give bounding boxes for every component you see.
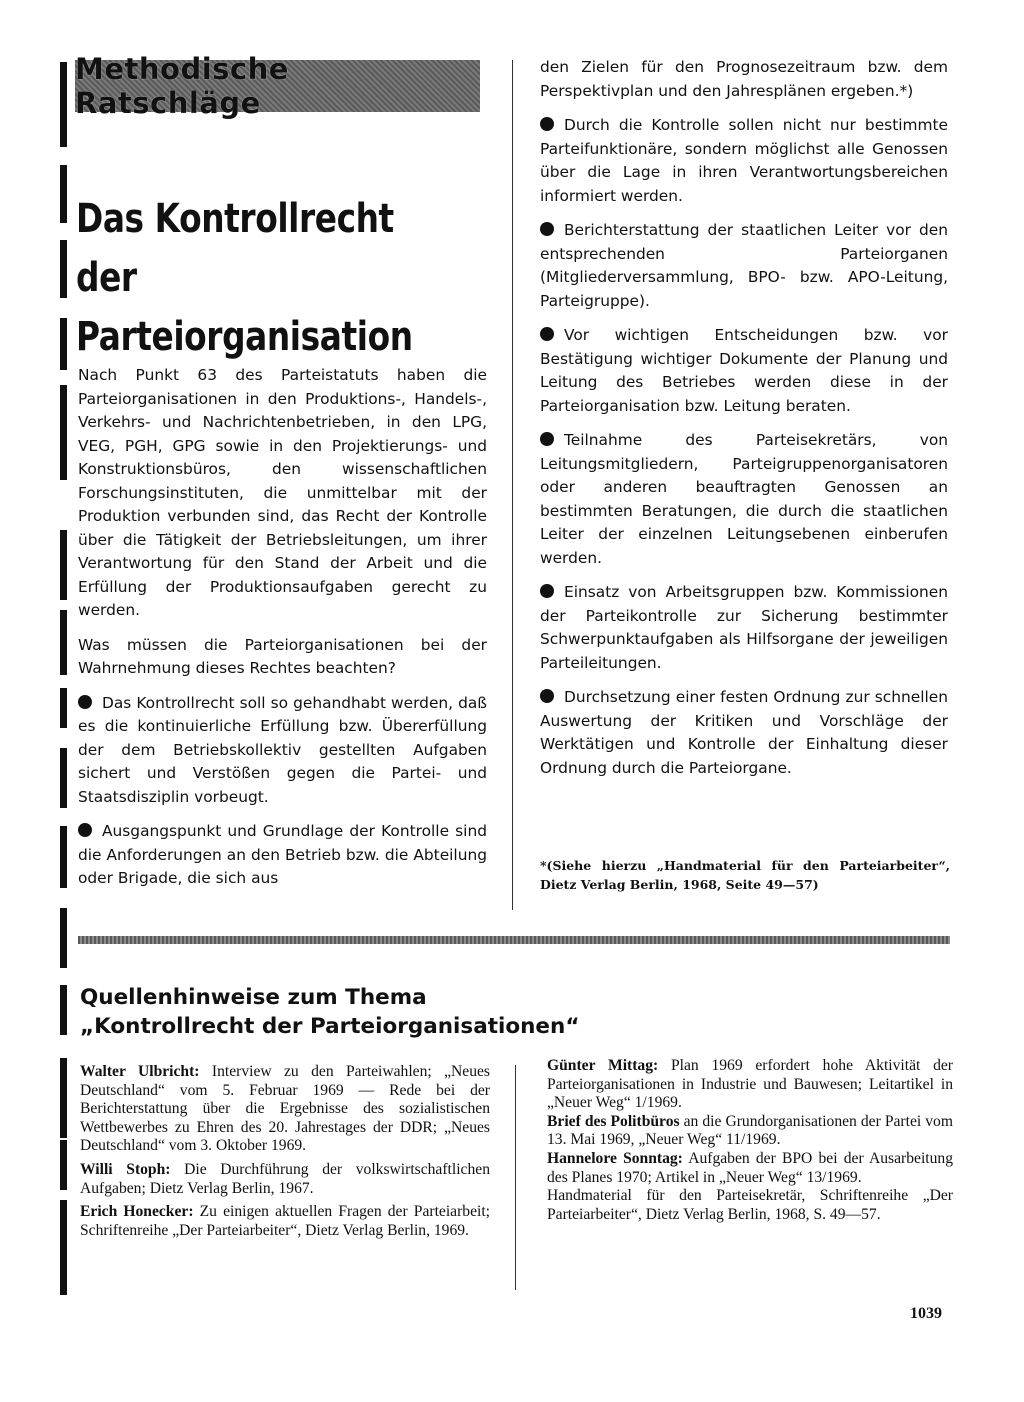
right-column	[540, 56, 948, 791]
paragraph: den Zielen für den Prognosezeitraum bzw. dem Perspektivplan und den Jahresplänen ergeben.*)	[540, 58, 948, 100]
sources-heading-line-2: „Kontrollrecht der Parteiorganisationen“	[80, 1014, 580, 1039]
source-author: Hannelore Sonntag:	[547, 1149, 683, 1167]
margin-bar	[60, 610, 67, 675]
source-author: Erich Honecker:	[80, 1203, 194, 1221]
bullet-icon	[540, 117, 554, 131]
margin-bar	[60, 748, 67, 808]
sources-heading	[80, 983, 780, 1041]
bullet-icon	[78, 695, 92, 709]
bullet-text: Berichterstattung der staatlichen Leiter vor den entsprechenden Parteiorganen (Mitgliederversammlung, BPO- bzw. APO-Leitung, Parteigruppe).	[540, 221, 948, 310]
sources-column-divider	[515, 1065, 516, 1290]
left-column	[78, 364, 487, 902]
bullet-icon	[540, 689, 554, 703]
headline-line-2: der Parteiorganisation	[76, 255, 413, 360]
source-text: Aufgaben der BPO bei der Ausarbeitung des Planes 1970; Artikel in „Neuer Weg“ 13/1969.	[547, 1149, 954, 1186]
source-entry	[80, 1063, 490, 1156]
margin-bar	[60, 318, 67, 370]
bullet-paragraph	[540, 219, 948, 313]
source-text: Plan 1969 erfordert hohe Aktivität der Parteiorganisationen in Industrie und Bauwesen; Leitartikel in „Neuer Weg“ 1/1969.	[547, 1057, 953, 1112]
margin-bar	[60, 1200, 67, 1295]
column-divider	[512, 60, 513, 910]
bullet-text: Das Kontrollrecht soll so gehandhabt werden, daß es die kontinuierliche Erfüllung bzw. Übererfüllung der dem Betriebskollektiv gestellten Aufgaben sichert und Verstößen gegen die Partei- und Staatsdisziplin vorbeugt.	[78, 693, 487, 806]
bullet-paragraph	[78, 820, 487, 891]
margin-bar	[60, 1140, 67, 1190]
sources-right-column	[547, 1057, 953, 1229]
source-entry	[80, 1203, 490, 1240]
bullet-text: Ausgangspunkt und Grundlage der Kontrolle sind die Anforderungen an den Betrieb bzw. die Abteilung oder Brigade, die sich aus	[78, 822, 487, 887]
source-entry	[80, 1161, 490, 1198]
section-banner	[75, 52, 480, 120]
margin-bar	[60, 908, 67, 968]
bullet-paragraph	[540, 114, 948, 208]
source-author: Walter Ulbricht:	[80, 1063, 200, 1080]
bullet-icon	[540, 327, 554, 341]
margin-bar	[60, 688, 67, 728]
source-author: Günter Mittag:	[547, 1057, 659, 1074]
source-text: Zu einigen aktuellen Fragen der Parteiarbeit; Schriftenreihe „Der Parteiarbeiter“, Dietz Verlag Berlin, 1969.	[80, 1203, 490, 1239]
bullet-icon	[78, 823, 92, 837]
margin-bar	[60, 826, 67, 888]
bullet-text: Durch die Kontrolle sollen nicht nur bestimmte Parteifunktionäre, sondern möglichst alle Genossen über die Lage in ihren Verantwortungsbereichen informiert werden.	[540, 116, 948, 205]
bullet-icon	[540, 584, 554, 598]
margin-bar	[60, 165, 67, 223]
margin-bar	[60, 240, 67, 298]
margin-bar	[60, 1058, 67, 1138]
margin-bar	[60, 385, 67, 480]
paragraph: Nach Punkt 63 des Parteistatuts haben die Parteiorganisationen in den Produktions-, Handels-, Verkehrs- und Nachrichtenbetrieben, in den LPG, VEG, PGH, GPG sowie in den Projektierungs- und Konstruktionsbüros, den wissenschaftlichen Forschungsinstituten, die unmittelbar mit der Produktion verbunden sind, das Recht der Kontrolle über die Tätigkeit der Betriebsleitungen, um ihrer Verantwortung für den Stand der Arbeit und die Erfüllung der Produktionsaufgaben gerecht zu werden.	[78, 366, 487, 619]
bullet-icon	[540, 222, 554, 236]
source-text: Die Durchführung der volkswirtschaftlichen Aufgaben; Dietz Verlag Berlin, 1967.	[80, 1160, 490, 1197]
source-text: Interview zu den Parteiwahlen; „Neues Deutschland“ vom 5. Februar 1969 — Rede bei der Berichterstattung über die Ergebnisse des sozialistischen Wettbewerbes zu Ehren des 20. Jahrestages der DDR; „Neues Deutschland“ vom 3. Oktober 1969.	[80, 1063, 490, 1155]
bullet-text: Einsatz von Arbeitsgruppen bzw. Kommissionen der Parteikontrolle zur Sicherung bestimmter Schwerpunktaufgaben als Hilfsorgane der jeweiligen Parteileitungen.	[540, 583, 948, 672]
source-entry	[547, 1057, 953, 1113]
bullet-text: Vor wichtigen Entscheidungen bzw. vor Bestätigung wichtiger Dokumente der Planung und Leitung des Betriebes werden diese in der Parteiorganisation bzw. Leitung beraten.	[540, 326, 948, 415]
source-author: Willi Stoph:	[80, 1160, 171, 1178]
margin-bar	[60, 62, 67, 147]
source-text: Handmaterial für den Parteisekretär, Schriftenreihe „Der Parteiarbeiter“, Dietz Verlag Berlin, 1968, S. 49—57.	[547, 1187, 953, 1223]
paragraph: Was müssen die Parteiorganisationen bei der Wahrnehmung dieses Rechtes beachten?	[78, 635, 487, 677]
bullet-paragraph	[540, 686, 948, 780]
bullet-paragraph	[540, 324, 948, 418]
page-number: 1039	[910, 1305, 942, 1322]
sources-left-column	[80, 1063, 490, 1245]
footnote: *(Siehe hierzu „Handmaterial für den Parteiarbeiter“, Dietz Verlag Berlin, 1968, Seite 49—57)	[540, 858, 950, 892]
bullet-paragraph	[540, 581, 948, 675]
source-entry	[547, 1187, 953, 1224]
bullet-paragraph	[540, 429, 948, 570]
banner-text: Methodische Ratschläge	[75, 52, 289, 120]
article-headline	[76, 190, 429, 367]
margin-bar	[60, 985, 67, 1035]
source-entry	[547, 1113, 953, 1150]
sources-heading-line-1: Quellenhinweise zum Thema	[80, 985, 427, 1010]
margin-bar	[60, 530, 67, 600]
source-author: Brief des Politbüros	[547, 1112, 680, 1130]
bullet-paragraph	[78, 692, 487, 810]
section-divider	[78, 936, 950, 944]
bullet-icon	[540, 432, 554, 446]
source-text: an die Grundorganisationen der Partei vom 13. Mai 1969, „Neuer Weg“ 11/1969.	[547, 1112, 953, 1149]
source-entry	[547, 1150, 953, 1187]
headline-line-1: Das Kontrollrecht	[76, 196, 394, 242]
bullet-text: Durchsetzung einer festen Ordnung zur schnellen Auswertung der Kritiken und Vorschläge der Werktätigen und Kontrolle der Einhaltung dieser Ordnung durch die Parteiorgane.	[540, 688, 948, 777]
bullet-text: Teilnahme des Parteisekretärs, von Leitungsmitgliedern, Parteigruppenorganisatoren oder anderen beauftragten Genossen an bestimmten Beratungen, die durch die staatlichen Leiter der einzelnen Leitungsebenen einberufen werden.	[540, 431, 948, 567]
